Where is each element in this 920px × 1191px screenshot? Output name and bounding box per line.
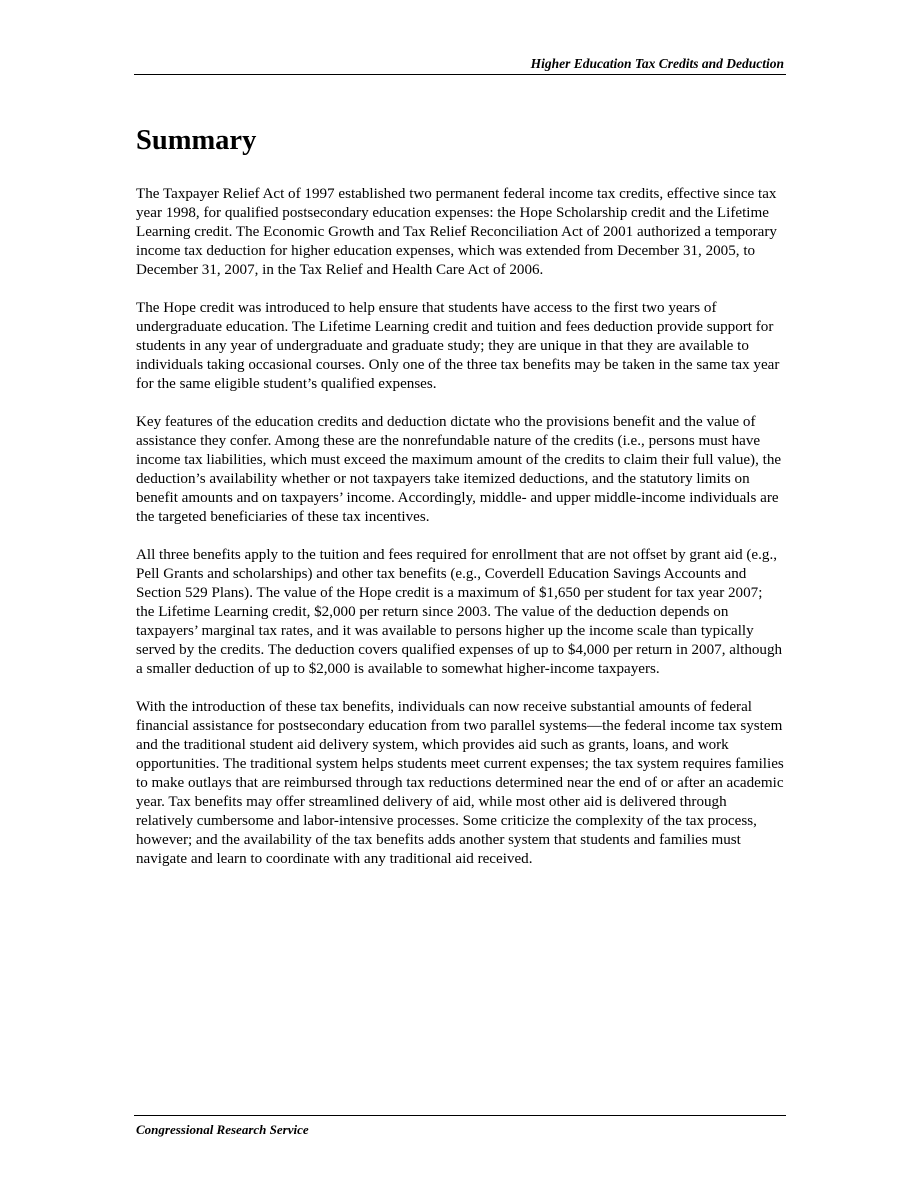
body-paragraph: The Taxpayer Relief Act of 1997 established two permanent federal income tax credits, effective since tax year 1998, for qualified postsecondary education expenses: the Hope Scholarship credit and the Lifetime Learning credit. The Economic Growth and Tax Relief Reconciliation Act of 2001 authorized a temporary income tax deduction for higher education expenses, which was extended from December 31, 2005, to December 31, 2007, in the Tax Relief and Health Care Act of 2006.	[136, 186, 777, 278]
body-paragraph: The Hope credit was introduced to help ensure that students have access to the first two years of undergraduate education. The Lifetime Learning credit and tuition and fees deduction provide support for students in any year of undergraduate and graduate study; they are unique in that they are available to individuals taking occasional courses. Only one of the three tax benefits may be taken in the same tax year for the same eligible student’s qualified expenses.	[136, 300, 780, 392]
page-footer	[134, 1115, 786, 1137]
footer-publisher: Congressional Research Service	[136, 1122, 309, 1137]
page-header	[134, 56, 786, 75]
body-paragraph: With the introduction of these tax benefits, individuals can now receive substantial amounts of federal financial assistance for postsecondary education from two parallel systems—the federal income tax system and the traditional student aid delivery system, which provides aid such as grants, loans, and work opportunities. The traditional system helps students meet current expenses; the tax system requires families to make outlays that are reimbursed through tax reductions determined near the end of or after an academic year. Tax benefits may offer streamlined delivery of aid, while most other aid is delivered through relatively cumbersome and labor-intensive processes. Some criticize the complexity of the tax process, however; and the availability of the tax benefits adds another system that students and families must navigate and learn to coordinate with any traditional aid received.	[136, 699, 784, 867]
page-title: Summary	[136, 125, 257, 156]
running-header-title: Higher Education Tax Credits and Deduction	[530, 56, 784, 71]
main-content	[136, 122, 784, 888]
body-paragraph: All three benefits apply to the tuition and fees required for enrollment that are not offset by grant aid (e.g., Pell Grants and scholarships) and other tax benefits (e.g., Coverdell Education Savings Accounts and Section 529 Plans). The value of the Hope credit is a maximum of $1,650 per student for tax year 2007; the Lifetime Learning credit, $2,000 per return since 2003. The value of the deduction depends on taxpayers’ marginal tax rates, and it was available to persons higher up the income scale than typically served by the credits. The deduction covers qualified expenses of up to $4,000 per return in 2007, although a smaller deduction of up to $2,000 is available to somewhat higher-income taxpayers.	[136, 547, 783, 677]
body-paragraph: Key features of the education credits and deduction dictate who the provisions benefit and the value of assistance they confer. Among these are the nonrefundable nature of the credits (i.e., persons must have income tax liabilities, which must exceed the maximum amount of the credits to claim their full value), the deduction’s availability whether or not taxpayers take itemized deductions, and the statutory limits on benefit amounts and on taxpayers’ income. Accordingly, middle- and upper middle-income individuals are the targeted beneficiaries of these tax incentives.	[136, 414, 782, 525]
